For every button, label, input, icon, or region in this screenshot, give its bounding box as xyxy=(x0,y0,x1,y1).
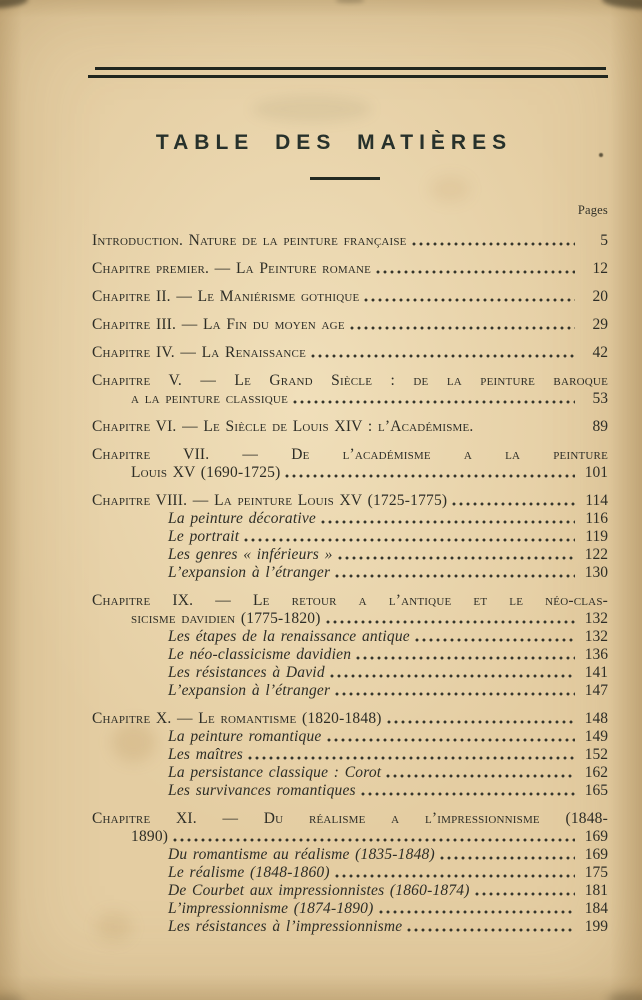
toc-entry-text: La peinture romantique xyxy=(168,728,322,745)
head-rule-bottom xyxy=(88,75,608,78)
page-number: 141 xyxy=(584,664,608,681)
dot-leader xyxy=(335,692,575,696)
toc-row xyxy=(92,846,608,864)
toc-row xyxy=(92,260,608,278)
title-divider-rule xyxy=(310,177,380,180)
page-number: 29 xyxy=(592,316,608,333)
toc-row xyxy=(92,918,608,936)
dot-leader xyxy=(327,738,576,742)
dot-leader xyxy=(173,838,575,842)
toc-entry-text: L’impressionnisme (1874-1890) xyxy=(168,900,374,917)
page-number: 152 xyxy=(584,746,608,763)
scan-corner-shadow-top-right xyxy=(601,0,642,11)
dot-leader xyxy=(415,638,575,642)
toc-entry-text: Chapitre VII. — De l’académisme a la peinture xyxy=(92,446,608,463)
title-block xyxy=(0,131,642,155)
toc-entry-text: Les résistances à l’impressionnisme xyxy=(168,918,403,935)
page-number: 148 xyxy=(584,710,608,727)
toc-entry-text: Chapitre IV. — La Renaissance xyxy=(92,344,307,361)
toc-entry-text: a la peinture classique xyxy=(131,390,289,407)
toc-row xyxy=(92,372,608,390)
toc-entry-text: Chapitre premier. — La Peinture romane xyxy=(92,260,372,277)
dot-leader xyxy=(386,774,575,778)
toc-entry-text: Les survivances romantiques xyxy=(168,782,356,799)
toc-row xyxy=(92,610,608,628)
toc-entry-text: Chapitre VI. — Le Siècle de Louis XIV : l’Académisme. xyxy=(92,418,474,435)
toc-row xyxy=(92,446,608,464)
page-number: 122 xyxy=(584,546,608,563)
dot-leader xyxy=(293,400,575,404)
toc-entry-text: Les genres « inférieurs » xyxy=(168,546,333,563)
toc-row xyxy=(92,882,608,900)
page-number: 175 xyxy=(584,864,608,881)
toc-entry-text: Le réalisme (1848-1860) xyxy=(168,864,330,881)
toc-entry-text: Chapitre IX. — Le retour a l’antique et le néo-clas- xyxy=(92,592,608,609)
dot-leader xyxy=(412,242,575,246)
dot-leader xyxy=(379,910,576,914)
scan-edge-smudge-top xyxy=(336,0,364,3)
toc-entry-text: Chapitre VIII. — La peinture Louis XV (1725-1775) xyxy=(92,492,448,509)
page-number: 119 xyxy=(585,528,608,545)
page-number: 130 xyxy=(584,564,608,581)
toc-row xyxy=(92,528,608,546)
toc-row xyxy=(92,564,608,582)
toc-row xyxy=(92,418,608,436)
toc-row xyxy=(92,864,608,882)
toc-entry-text: Les résistances à David xyxy=(168,664,325,681)
toc-row xyxy=(92,464,608,482)
toc-rows xyxy=(92,232,608,936)
toc-row xyxy=(92,900,608,918)
toc-row xyxy=(92,316,608,334)
dot-leader xyxy=(326,620,575,624)
toc-row xyxy=(92,628,608,646)
toc-row xyxy=(92,664,608,682)
dot-leader xyxy=(321,520,575,524)
page-number: 162 xyxy=(584,764,608,781)
paper-stain xyxy=(430,176,470,202)
page-number: 181 xyxy=(584,882,608,899)
pages-column-header: Pages xyxy=(577,203,608,217)
page-number: 184 xyxy=(584,900,608,917)
toc-entry-text: 1890) xyxy=(131,828,169,845)
toc-entry-text: L’expansion à l’étranger xyxy=(168,564,331,581)
dot-leader xyxy=(248,756,575,760)
page-number: 165 xyxy=(584,782,608,799)
head-rule-top xyxy=(95,67,606,70)
toc-row xyxy=(92,510,608,528)
dot-leader xyxy=(330,674,575,678)
toc-row xyxy=(92,782,608,800)
toc-row xyxy=(92,746,608,764)
dot-leader xyxy=(479,428,575,432)
toc-entry-text: Le néo-classicisme davidien xyxy=(168,646,352,663)
table-of-contents xyxy=(92,203,608,936)
toc-row xyxy=(92,592,608,610)
dot-leader xyxy=(285,474,575,478)
dot-leader xyxy=(335,874,575,878)
dot-leader xyxy=(361,792,575,796)
toc-row xyxy=(92,288,608,306)
toc-entry-text: Chapitre XI. — Du réalisme a l’impressionnisme (1848- xyxy=(92,810,608,827)
page-number: 132 xyxy=(584,628,608,645)
page-number: 147 xyxy=(584,682,608,699)
toc-entry-text: Louis XV (1690-1725) xyxy=(131,464,281,481)
toc-row xyxy=(92,546,608,564)
toc-row xyxy=(92,344,608,362)
toc-entry-text: Chapitre V. — Le Grand Siècle : de la peinture baroque xyxy=(92,372,608,389)
page-title: TABLE DES MATIÈRES xyxy=(155,131,513,154)
dot-leader xyxy=(311,354,575,358)
scan-corner-shadow-top-left xyxy=(0,0,29,10)
page-number: 20 xyxy=(592,288,608,305)
toc-entry-text: Les maîtres xyxy=(168,746,244,763)
page-number: 132 xyxy=(584,610,608,627)
toc-entry-text: La persistance classique : Corot xyxy=(168,764,382,781)
dot-leader xyxy=(376,270,575,274)
toc-row xyxy=(92,390,608,408)
toc-entry-text: Les étapes de la renaissance antique xyxy=(168,628,410,645)
page-number: 136 xyxy=(584,646,608,663)
toc-row xyxy=(92,810,608,828)
toc-entry-text: De Courbet aux impressionnistes (1860-1874) xyxy=(168,882,470,899)
page-number: 89 xyxy=(592,418,608,435)
dot-leader xyxy=(335,574,575,578)
toc-entry-text: L’expansion à l’étranger xyxy=(168,682,331,699)
toc-row xyxy=(92,232,608,250)
dot-leader xyxy=(356,656,575,660)
dot-leader xyxy=(244,538,575,542)
toc-entry-text: Chapitre X. — Le romantisme (1820-1848) xyxy=(92,710,382,727)
toc-entry-text: Du romantisme au réalisme (1835-1848) xyxy=(168,846,435,863)
dot-leader xyxy=(440,856,575,860)
toc-entry-text: La peinture décorative xyxy=(168,510,317,527)
page-number: 116 xyxy=(585,510,608,527)
toc-row xyxy=(92,710,608,728)
dot-leader xyxy=(475,892,575,896)
page-number: 114 xyxy=(585,492,608,509)
toc-entry-text: Le portrait xyxy=(168,528,240,545)
page-number: 5 xyxy=(600,232,608,249)
toc-row xyxy=(92,682,608,700)
page-number: 101 xyxy=(584,464,608,481)
dot-leader xyxy=(407,928,575,932)
dot-leader xyxy=(364,298,575,302)
toc-row xyxy=(92,492,608,510)
page-number: 169 xyxy=(584,846,608,863)
paper-stain xyxy=(252,96,372,122)
page-number: 42 xyxy=(592,344,608,361)
scan-corner-shadow-bottom-left xyxy=(0,996,23,1000)
toc-row xyxy=(92,828,608,846)
toc-entry-text: Chapitre II. — Le Maniérisme gothique xyxy=(92,288,360,305)
dot-leader xyxy=(452,502,575,506)
toc-row xyxy=(92,646,608,664)
dot-leader xyxy=(350,326,575,330)
page-number: 12 xyxy=(592,260,608,277)
toc-entry-text: Introduction. Nature de la peinture française xyxy=(92,232,407,249)
toc-entry-text: sicisme davidien (1775-1820) xyxy=(131,610,321,627)
scan-corner-shadow-bottom-right xyxy=(608,993,642,1000)
page-number: 149 xyxy=(584,728,608,745)
page-number: 169 xyxy=(584,828,608,845)
page-number: 199 xyxy=(584,918,608,935)
dot-leader xyxy=(338,556,575,560)
page-number: 53 xyxy=(592,390,608,407)
toc-row xyxy=(92,728,608,746)
toc-row xyxy=(92,764,608,782)
dot-leader xyxy=(387,720,575,724)
toc-entry-text: Chapitre III. — La Fin du moyen age xyxy=(92,316,345,333)
